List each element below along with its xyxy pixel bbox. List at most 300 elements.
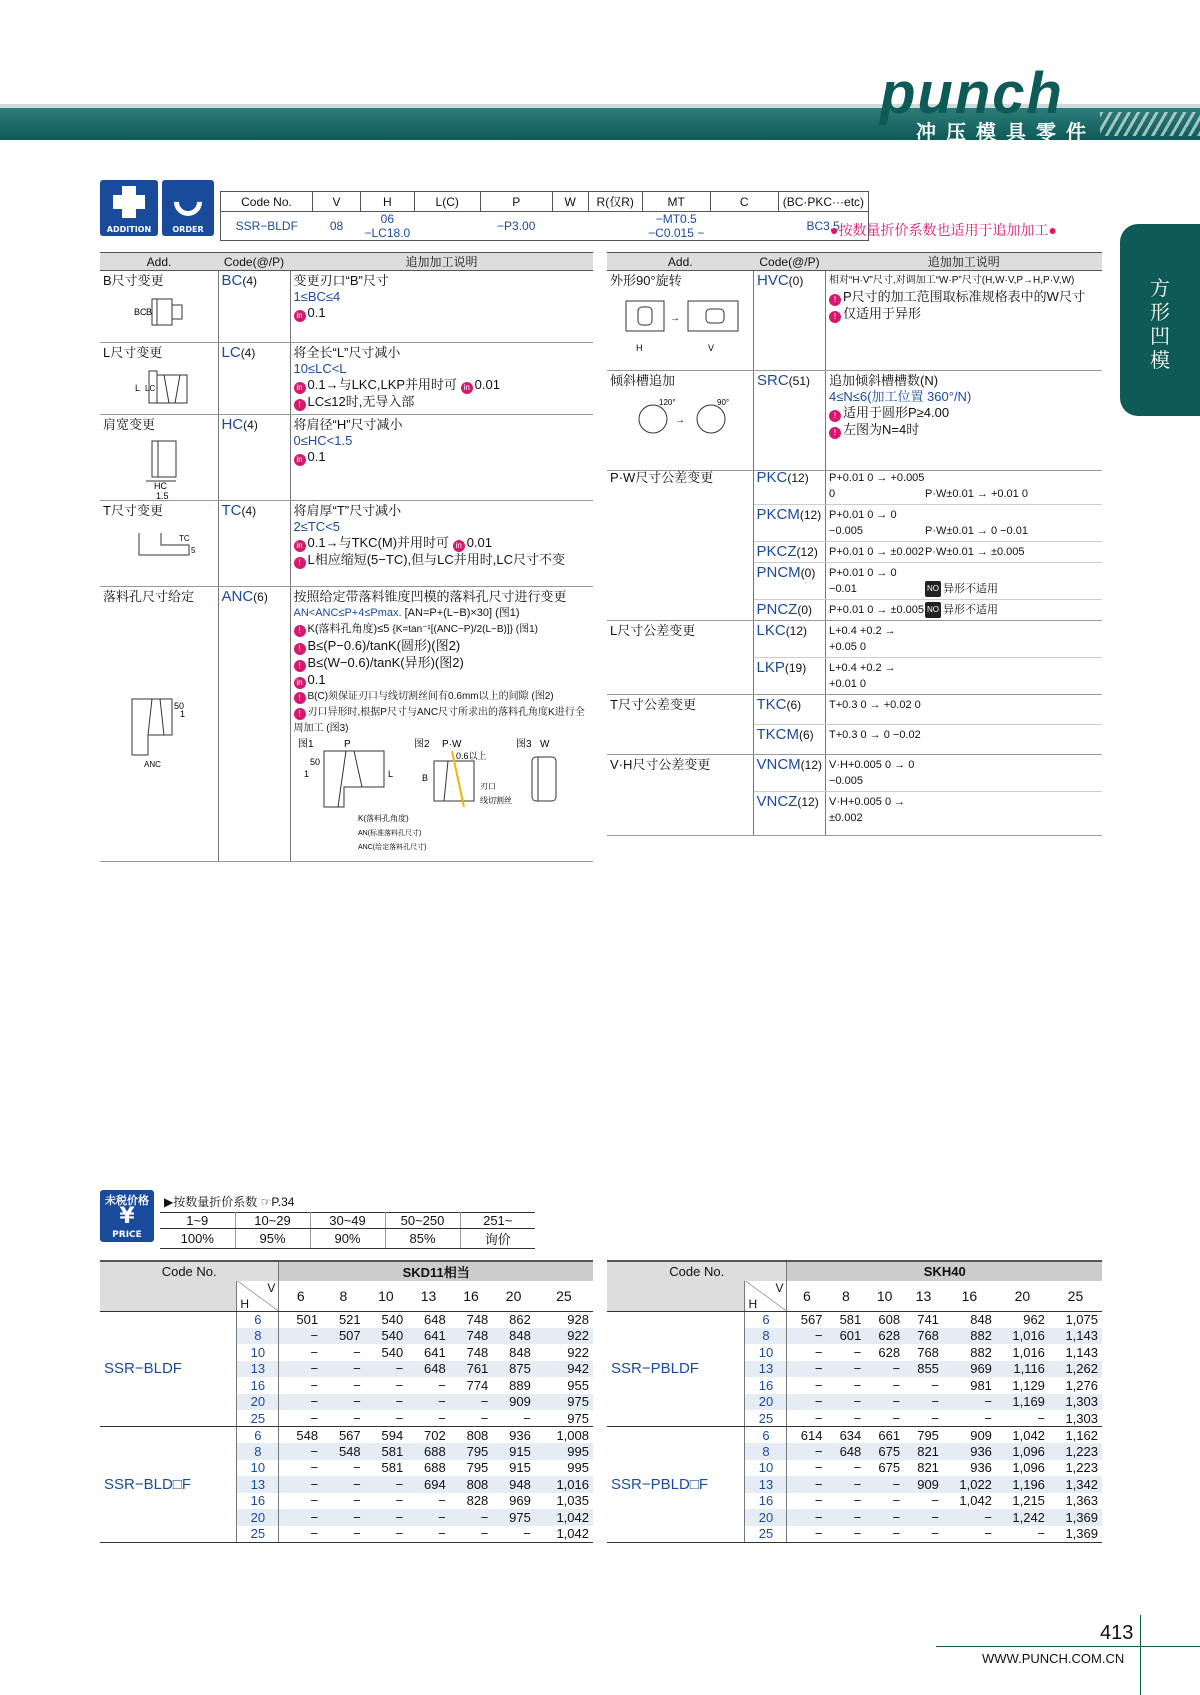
price-cell: 1,242 xyxy=(996,1509,1049,1526)
price-h: 13 xyxy=(237,1361,279,1378)
price-cell: − xyxy=(450,1526,493,1543)
price-table-skh40 xyxy=(607,1260,1102,1543)
footer-vline xyxy=(1140,1615,1141,1695)
price-cell: 548 xyxy=(322,1443,365,1460)
price-cell: 975 xyxy=(535,1410,593,1427)
price-h: 25 xyxy=(237,1526,279,1543)
price-cell: 675 xyxy=(865,1443,904,1460)
price-cell: − xyxy=(353,1493,361,1509)
addition-table-left xyxy=(100,252,593,862)
price-cell: 922 xyxy=(567,1344,589,1360)
add-row-lc: L尺寸变更 L LC LC(4) 将全长“L”尺寸减小 10≤LC<L in 0.1→与LKC,LKP并用时可 in 0.01 ! LC≤12时,无导入部 xyxy=(100,343,593,415)
price-cell: 848 xyxy=(970,1312,992,1327)
price-h: 13 xyxy=(745,1476,787,1493)
hc-figure xyxy=(124,439,194,501)
tolerance-table xyxy=(607,468,1102,836)
price-cell: 795 xyxy=(917,1427,939,1443)
price-cell: 975 xyxy=(492,1509,535,1526)
tolerance-code: PKC(12) xyxy=(753,468,826,505)
code-value-cell: 08 xyxy=(313,212,361,241)
svg-text:刃口: 刃口 xyxy=(479,782,496,791)
price-cell: 608 xyxy=(878,1312,901,1327)
price-code: SSR−PBLD□F xyxy=(607,1427,745,1543)
price-cell: 661 xyxy=(878,1427,901,1443)
svg-text:0.6以上: 0.6以上 xyxy=(455,751,487,761)
svg-text:LC: LC xyxy=(144,384,155,393)
svg-text:图3: 图3 xyxy=(515,739,532,750)
code-tc: TC(4) xyxy=(218,501,290,587)
price-dim: 16 xyxy=(943,1281,996,1311)
price-cell: − xyxy=(279,1476,322,1493)
price-cell: 567 xyxy=(800,1312,823,1327)
price-cell: 1,262 xyxy=(1049,1361,1102,1378)
price-code: SSR−PBLDF xyxy=(607,1311,745,1427)
price-cell: 969 xyxy=(509,1493,531,1509)
price-h: 6 xyxy=(745,1311,787,1328)
price-dim: 6 xyxy=(787,1281,826,1311)
price-cell: − xyxy=(407,1394,450,1411)
code-header-cell: MT xyxy=(642,192,710,212)
svg-text:→: → xyxy=(670,313,680,324)
price-cell: − xyxy=(322,1509,365,1526)
svg-text:→: → xyxy=(675,415,685,426)
price-cell: 995 xyxy=(535,1443,593,1460)
price-cell: 936 xyxy=(943,1443,996,1460)
svg-text:L: L xyxy=(134,383,140,393)
add-row-hc: 肩宽变更 HC 1.5 HC(4) 将肩径“H”尺寸减小 0≤HC<1.5 in 0.1 xyxy=(100,415,593,501)
svg-text:图2: 图2 xyxy=(413,739,430,750)
price-cell: 821 xyxy=(904,1443,943,1460)
code-header-cell: W xyxy=(552,192,588,212)
price-dim: 20 xyxy=(492,1281,535,1311)
page-number: 413 xyxy=(1100,1622,1134,1644)
price-cell: 774 xyxy=(466,1377,489,1393)
price-cell: − xyxy=(353,1460,361,1476)
tolerance-desc: V·H+0.005 0 → ±0.002 xyxy=(826,792,1102,836)
price-cell: 581 xyxy=(381,1460,404,1476)
tolerance-desc: L+0.4 +0.2 → +0.01 0 xyxy=(826,658,1102,695)
price-h: 10 xyxy=(237,1344,279,1361)
price-cell: 1,363 xyxy=(1065,1493,1098,1509)
price-cell: 1,196 xyxy=(996,1476,1049,1493)
discount-qty: 50~250 xyxy=(385,1213,460,1229)
price-h: 6 xyxy=(745,1427,787,1444)
price-h: 16 xyxy=(745,1377,787,1394)
price-h: 25 xyxy=(745,1526,787,1543)
price-cell: 1,143 xyxy=(1065,1344,1098,1360)
vh-corner: V H xyxy=(745,1281,787,1311)
price-cell: − xyxy=(853,1344,862,1360)
price-cell: − xyxy=(365,1410,408,1427)
price-cell: − xyxy=(904,1394,943,1411)
price-cell: 1,215 xyxy=(1012,1493,1045,1509)
vh-corner: V H xyxy=(237,1281,279,1311)
discount-rate: 100% xyxy=(160,1229,235,1249)
svg-text:1: 1 xyxy=(303,769,309,779)
price-cell: − xyxy=(310,1460,319,1476)
price-row xyxy=(100,1427,593,1444)
add-row-hvc: 外形90°旋转 → H V HVC(0) 相对“H·V”尺寸,对调加工“W·P”尺寸(H,W·V,P→H,P·V,W) ! P尺寸的加工范围取标准规格表中的W尺寸 ! 仅适用于异形 xyxy=(607,271,1102,371)
price-cell: 915 xyxy=(509,1460,531,1476)
price-cell: 995 xyxy=(567,1460,589,1476)
price-cell: − xyxy=(365,1361,408,1378)
price-h: 16 xyxy=(237,1377,279,1394)
price-code: SSR−BLDF xyxy=(100,1311,237,1427)
discount-rate: 90% xyxy=(310,1229,385,1249)
code-value-cell: SSR−BLDF xyxy=(221,212,313,241)
price-cell: 875 xyxy=(492,1361,535,1378)
price-h: 25 xyxy=(745,1410,787,1427)
price-cell: − xyxy=(279,1328,322,1345)
price-dim: 25 xyxy=(1049,1281,1102,1311)
code-header-cell: R(仅R) xyxy=(588,192,642,212)
price-cell: 889 xyxy=(509,1377,531,1393)
code-src: SRC(51) xyxy=(754,371,826,471)
price-cell: − xyxy=(826,1476,865,1493)
price-cell: 581 xyxy=(839,1312,862,1327)
price-dim: 13 xyxy=(407,1281,450,1311)
src-figure xyxy=(625,395,735,439)
price-cell: − xyxy=(322,1526,365,1543)
price-cell: 1,129 xyxy=(1012,1377,1045,1393)
price-cell: 882 xyxy=(970,1344,992,1360)
price-cell: − xyxy=(787,1509,826,1526)
price-cell: − xyxy=(826,1361,865,1378)
price-h: 10 xyxy=(745,1344,787,1361)
price-code-header: Code No. xyxy=(607,1261,787,1281)
price-cell: − xyxy=(826,1394,865,1411)
code-value-cell xyxy=(588,212,642,241)
tolerance-code: VNCM(12) xyxy=(753,755,826,792)
code-lc: LC(4) xyxy=(218,343,290,415)
price-cell: − xyxy=(931,1377,939,1393)
price-dim: 25 xyxy=(535,1281,593,1311)
price-cell: 1,303 xyxy=(1049,1394,1102,1411)
price-h: 13 xyxy=(237,1476,279,1493)
price-cell: − xyxy=(853,1377,862,1393)
order-icon-label: ORDER xyxy=(172,225,204,234)
price-cell: − xyxy=(353,1344,361,1360)
add-row-tc: T尺寸变更 TC 5 TC(4) 将肩厚“T”尺寸减小 2≤TC<5 in 0.1→与TKC(M)并用时可 in 0.01 ! L相应缩短(5−TC),但与LC并用时,LC尺寸不变 xyxy=(100,501,593,587)
price-cell: − xyxy=(279,1509,322,1526)
price-cell: − xyxy=(492,1410,535,1427)
price-cell: 882 xyxy=(943,1328,996,1345)
price-h: 16 xyxy=(237,1493,279,1510)
price-cell: 768 xyxy=(904,1328,943,1345)
price-cell: 748 xyxy=(466,1344,489,1360)
price-cell: 501 xyxy=(296,1312,319,1327)
svg-text:K(落料孔角度): K(落料孔角度) xyxy=(357,814,409,823)
svg-text:线切割丝: 线切割丝 xyxy=(479,796,512,805)
tolerance-desc: L+0.4 +0.2 → +0.05 0 xyxy=(826,621,1102,658)
code-bc: BC(4) xyxy=(218,271,290,343)
price-h: 6 xyxy=(237,1311,279,1328)
tolerance-desc: P+0.01 0 → 0 −0.005 P·W±0.01 → 0 −0.01 xyxy=(826,505,1102,542)
price-cell: − xyxy=(787,1443,826,1460)
tolerance-code: LKC(12) xyxy=(753,621,826,658)
price-cell: − xyxy=(438,1377,446,1393)
price-cell: − xyxy=(892,1377,901,1393)
price-cell: − xyxy=(450,1509,493,1526)
price-cell: 795 xyxy=(466,1460,489,1476)
price-cell: 1,162 xyxy=(1065,1427,1098,1443)
discount-table xyxy=(160,1212,535,1249)
price-cell: 855 xyxy=(904,1361,943,1378)
price-cell: − xyxy=(904,1509,943,1526)
price-dim: 20 xyxy=(996,1281,1049,1311)
price-cell: − xyxy=(365,1476,408,1493)
price-cell: 634 xyxy=(839,1427,862,1443)
price-cell: − xyxy=(787,1476,826,1493)
tolerance-row xyxy=(607,755,1102,792)
discount-qty: 10~29 xyxy=(235,1213,310,1229)
price-cell: 768 xyxy=(917,1344,939,1360)
addition-icon xyxy=(100,180,158,236)
price-cell: − xyxy=(814,1377,823,1393)
code-header-cell: C xyxy=(710,192,778,212)
svg-text:H: H xyxy=(636,343,643,353)
price-cell: 1,223 xyxy=(1065,1460,1098,1476)
code-example-header xyxy=(221,192,869,212)
price-cell: 1,303 xyxy=(1049,1410,1102,1427)
price-cell: 628 xyxy=(865,1328,904,1345)
price-cell: 567 xyxy=(338,1427,361,1443)
price-cell: − xyxy=(310,1377,319,1393)
price-cell: − xyxy=(395,1493,404,1509)
price-dim: 10 xyxy=(865,1281,904,1311)
tolerance-row xyxy=(607,695,1102,725)
price-cell: 748 xyxy=(466,1312,489,1327)
price-cell: − xyxy=(943,1410,996,1427)
price-cell: 828 xyxy=(466,1493,489,1509)
tolerance-desc: T+0.3 0 → 0 −0.02 xyxy=(826,725,1102,755)
code-header-cell: V xyxy=(313,192,361,212)
price-cell: − xyxy=(814,1460,823,1476)
order-icon xyxy=(162,180,214,236)
code-anc: ANC(6) xyxy=(218,587,290,862)
price-cell: 1,016 xyxy=(996,1328,1049,1345)
anc-detail-figures xyxy=(294,737,574,855)
svg-text:ANC(给定落料孔尺寸): ANC(给定落料孔尺寸) xyxy=(357,844,426,851)
lc-figure xyxy=(119,367,199,407)
price-cell: − xyxy=(322,1476,365,1493)
price-dim: 10 xyxy=(365,1281,408,1311)
price-cell: − xyxy=(943,1394,996,1411)
tolerance-desc: P+0.01 0 → ±0.005 NO 异形不适用 xyxy=(826,600,1102,621)
price-cell: − xyxy=(279,1410,322,1427)
price-cell: − xyxy=(395,1377,404,1393)
price-cell: 648 xyxy=(424,1312,446,1327)
svg-text:1.5: 1.5 xyxy=(155,491,169,501)
price-cell: 601 xyxy=(826,1328,865,1345)
price-cell: 1,042 xyxy=(959,1493,992,1509)
price-code-header: Code No. xyxy=(100,1261,279,1281)
price-cell: − xyxy=(279,1361,322,1378)
price-h: 20 xyxy=(237,1509,279,1526)
price-dim: 6 xyxy=(279,1281,322,1311)
price-cell: − xyxy=(943,1509,996,1526)
svg-text:50: 50 xyxy=(173,701,184,711)
price-cell: 936 xyxy=(509,1427,531,1443)
code-header-cell: (BC·PKC···etc) xyxy=(778,192,868,212)
price-cell: 1,369 xyxy=(1049,1526,1102,1543)
price-cell: 909 xyxy=(904,1476,943,1493)
price-cell: 741 xyxy=(917,1312,939,1327)
price-cell: − xyxy=(814,1344,823,1360)
price-cell: − xyxy=(322,1394,365,1411)
svg-text:B: B xyxy=(145,307,152,317)
tolerance-desc: V·H+0.005 0 → 0 −0.005 xyxy=(826,755,1102,792)
side-tab[interactable] xyxy=(1120,224,1200,416)
price-cell: 540 xyxy=(381,1344,404,1360)
website-url[interactable]: WWW.PUNCH.COM.CN xyxy=(982,1651,1125,1666)
price-cell: − xyxy=(996,1526,1049,1543)
svg-text:1: 1 xyxy=(179,709,185,719)
tolerance-row xyxy=(607,468,1102,505)
price-cell: − xyxy=(492,1526,535,1543)
price-cell: 848 xyxy=(509,1344,531,1360)
price-cell: − xyxy=(279,1443,322,1460)
price-h: 8 xyxy=(237,1443,279,1460)
price-h: 8 xyxy=(237,1328,279,1345)
price-cell: 936 xyxy=(970,1460,992,1476)
price-h: 13 xyxy=(745,1361,787,1378)
price-dim: 8 xyxy=(826,1281,865,1311)
price-cell: − xyxy=(865,1476,904,1493)
svg-text:90°: 90° xyxy=(717,398,730,407)
svg-text:图1: 图1 xyxy=(297,739,314,750)
price-cell: − xyxy=(931,1493,939,1509)
price-cell: 761 xyxy=(450,1361,493,1378)
svg-text:TC: TC xyxy=(178,534,190,543)
price-cell: 1,042 xyxy=(535,1509,593,1526)
price-cell: 507 xyxy=(322,1328,365,1345)
price-cell: 641 xyxy=(424,1344,446,1360)
price-cell: − xyxy=(365,1526,408,1543)
price-cell: − xyxy=(826,1509,865,1526)
price-cell: 628 xyxy=(878,1344,901,1360)
price-cell: − xyxy=(407,1509,450,1526)
tolerance-group-name: L尺寸公差变更 xyxy=(610,623,696,638)
price-h: 20 xyxy=(745,1394,787,1411)
price-cell: 1,096 xyxy=(1012,1460,1045,1476)
price-cell: 1,016 xyxy=(535,1476,593,1493)
discount-ref-link[interactable]: ☞P.34 xyxy=(260,1195,295,1209)
tolerance-desc: P+0.01 0 → +0.005 0 P·W±0.01 → +0.01 0 xyxy=(826,468,1102,505)
price-h: 20 xyxy=(745,1509,787,1526)
price-cell: 521 xyxy=(338,1312,361,1327)
price-cell: 688 xyxy=(424,1460,446,1476)
price-cell: 694 xyxy=(407,1476,450,1493)
price-material: SKD11相当 xyxy=(279,1261,593,1281)
price-cell: 641 xyxy=(407,1328,450,1345)
price-cell: 928 xyxy=(567,1312,589,1327)
price-cell: − xyxy=(787,1361,826,1378)
price-code: SSR−BLD□F xyxy=(100,1427,237,1543)
svg-text:BC: BC xyxy=(133,307,147,317)
price-cell: − xyxy=(450,1410,493,1427)
price-cell: 688 xyxy=(407,1443,450,1460)
price-cell: − xyxy=(310,1344,319,1360)
col-add: Add. xyxy=(100,253,218,271)
price-cell: 1,116 xyxy=(996,1361,1049,1378)
price-h: 8 xyxy=(745,1443,787,1460)
price-cell: − xyxy=(892,1493,901,1509)
price-cell: − xyxy=(865,1361,904,1378)
svg-text:5: 5 xyxy=(190,546,196,555)
tolerance-desc: P+0.01 0 → 0 −0.01 NO 异形不适用 xyxy=(826,563,1102,600)
code-header-cell: Code No. xyxy=(221,192,313,212)
price-cell: − xyxy=(438,1493,446,1509)
tolerance-code: PKCZ(12) xyxy=(753,542,826,563)
price-cell: − xyxy=(787,1394,826,1411)
price-cell: 1,143 xyxy=(1049,1328,1102,1345)
discount-qty: 30~49 xyxy=(310,1213,385,1229)
header-hatch xyxy=(1100,112,1200,136)
price-cell: − xyxy=(279,1394,322,1411)
code-header-cell: H xyxy=(361,192,415,212)
price-cell: 748 xyxy=(450,1328,493,1345)
price-cell: 540 xyxy=(381,1312,404,1327)
price-cell: − xyxy=(853,1493,862,1509)
brand-logo: punch xyxy=(880,61,1064,126)
tolerance-code: PNCZ(0) xyxy=(753,600,826,621)
svg-text:L: L xyxy=(387,769,393,779)
brand-subtitle: 冲压模具零件 xyxy=(916,120,1096,144)
price-cell: 909 xyxy=(970,1427,992,1443)
price-h: 25 xyxy=(237,1410,279,1427)
price-dim: 13 xyxy=(904,1281,943,1311)
price-cell: 922 xyxy=(535,1328,593,1345)
price-cell: 1,369 xyxy=(1049,1509,1102,1526)
tolerance-code: TKCM(6) xyxy=(753,725,826,755)
price-cell: − xyxy=(814,1493,823,1509)
price-cell: 1,035 xyxy=(556,1493,589,1509)
price-cell: − xyxy=(826,1526,865,1543)
price-cell: − xyxy=(787,1526,826,1543)
price-cell: 862 xyxy=(509,1312,531,1327)
svg-text:ANC: ANC xyxy=(143,760,161,769)
col-code: Code(@/P) xyxy=(218,253,290,271)
svg-text:HC: HC xyxy=(153,481,167,491)
price-cell: 1,276 xyxy=(1065,1377,1098,1393)
addition-icon-label: ADDITION xyxy=(106,225,152,234)
code-value-cell: 06 −LC18.0 xyxy=(361,212,415,241)
price-cell: − xyxy=(365,1394,408,1411)
code-hc: HC(4) xyxy=(218,415,290,501)
tolerance-desc: T+0.3 0 → +0.02 0 xyxy=(826,695,1102,725)
svg-text:P·W: P·W xyxy=(441,739,461,750)
price-icon: 未税价格 ¥ PRICE xyxy=(100,1190,154,1242)
price-cell: 808 xyxy=(466,1427,489,1443)
price-row xyxy=(607,1311,1102,1328)
price-h: 8 xyxy=(745,1328,787,1345)
tolerance-group-name: P·W尺寸公差变更 xyxy=(610,470,714,485)
bc-figure xyxy=(124,295,194,331)
add-row-bc: B尺寸变更 BC B BC(4) 变更刃口“B”尺寸 1≤BC≤4 in 0.1 xyxy=(100,271,593,343)
price-cell: 795 xyxy=(450,1443,493,1460)
price-cell: 1,022 xyxy=(943,1476,996,1493)
price-cell: 648 xyxy=(407,1361,450,1378)
price-cell: 1,042 xyxy=(535,1526,593,1543)
code-value-cell: BC3.5 xyxy=(778,212,868,241)
price-cell: − xyxy=(943,1526,996,1543)
code-example-table xyxy=(220,191,869,241)
price-cell: − xyxy=(904,1526,943,1543)
add-row-anc: 落料孔尺寸给定 50 1 ANC ANC(6) 按照给定带落料锥度凹模的落料孔尺寸进行变更 AN<ANC≤P+4≤Pmax. [AN=P+(L−B)×30] (图1) ! K(落料孔角度)≤5 {K=tan⁻¹[(ANC−P)/2(L−B)]} (图1) ! B≤(P−0.6)/tanK(圆形)(图2) ! B≤(W−0.6)/tanK(异形)(图2) in 0.1 ! B(C)须保证刃口与线切割丝间有0.6mm以上的间隙 (图2) ! 刃口异形时,根据P尺寸与ANC尺寸所求出的落料孔角度K进行全周加工 (图3) 图1 P 图2 P·W 图3 W 50 1 L B 0.6以上 刃口 线切割丝 K(落料孔角度) AN(标准落料孔尺寸) ANC(给定落料孔尺寸) xyxy=(100,587,593,862)
col-desc: 追加加工说明 xyxy=(290,253,593,271)
price-cell: − xyxy=(407,1410,450,1427)
